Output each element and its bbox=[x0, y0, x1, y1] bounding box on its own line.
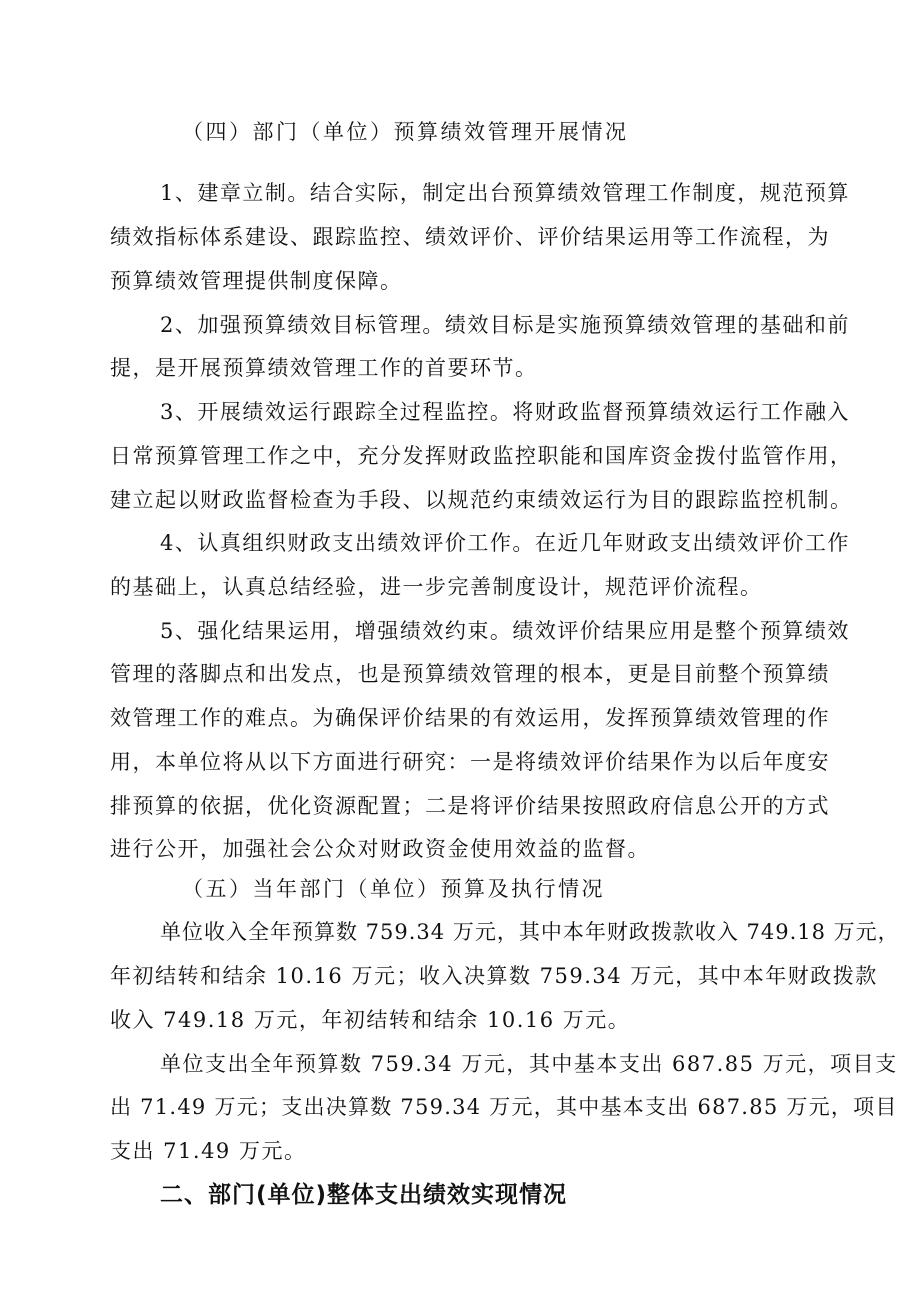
paragraph-line: 预算绩效管理提供制度保障。 bbox=[110, 269, 403, 293]
paragraph-line: 排预算的依据，优化资源配置；二是将评价结果按照政府信息公开的方式 bbox=[110, 794, 830, 818]
paragraph-line: 用，本单位将从以下方面进行研究：一是将绩效评价结果作为以后年度安 bbox=[110, 750, 830, 774]
paragraph-line: 的基础上，认真总结经验，进一步完善制度设计，规范评价流程。 bbox=[110, 575, 763, 599]
paragraph-line: 日常预算管理工作之中，充分发挥财政监控职能和国库资金拨付监管作用， bbox=[110, 444, 853, 468]
paragraph-line: 提，是开展预算绩效管理工作的首要环节。 bbox=[110, 356, 538, 380]
section-heading-4: （四）部门（单位）预算绩效管理开展情况 bbox=[182, 120, 629, 144]
paragraph-line: 年初结转和结余 10.16 万元；收入决算数 759.34 万元，其中本年财政拨款 bbox=[110, 964, 878, 988]
paragraph-line: 1、建章立制。结合实际，制定出台预算绩效管理工作制度，规范预算 bbox=[160, 181, 850, 205]
paragraph-line: 管理的落脚点和出发点，也是预算绩效管理的根本，更是目前整个预算绩 bbox=[110, 662, 830, 686]
paragraph-line: 单位收入全年预算数 759.34 万元，其中本年财政拨款收入 749.18 万元， bbox=[160, 920, 900, 944]
paragraph-line: 效管理工作的难点。为确保评价结果的有效运用，发挥预算绩效管理的作 bbox=[110, 706, 830, 730]
paragraph-line: 3、开展绩效运行跟踪全过程监控。将财政监督预算绩效运行工作融入 bbox=[160, 400, 850, 424]
paragraph-line: 建立起以财政监督检查为手段、以规范约束绩效运行为目的跟踪监控机制。 bbox=[110, 488, 853, 512]
paragraph-line: 2、加强预算绩效目标管理。绩效目标是实施预算绩效管理的基础和前 bbox=[160, 313, 850, 337]
paragraph-line: 绩效指标体系建设、跟踪监控、绩效评价、评价结果运用等工作流程，为 bbox=[110, 225, 830, 249]
paragraph-line: 4、认真组织财政支出绩效评价工作。在近几年财政支出绩效评价工作 bbox=[160, 531, 850, 555]
paragraph-line: 进行公开，加强社会公众对财政资金使用效益的监督。 bbox=[110, 837, 650, 861]
paragraph-line: 支出 71.49 万元。 bbox=[110, 1139, 307, 1163]
paragraph-line: 单位支出全年预算数 759.34 万元，其中基本支出 687.85 万元，项目支 bbox=[160, 1052, 898, 1076]
section-heading-two: 二、部门(单位)整体支出绩效实现情况 bbox=[160, 1182, 568, 1208]
paragraph-line: 5、强化结果运用，增强绩效约束。绩效评价结果应用是整个预算绩效 bbox=[160, 619, 850, 643]
section-heading-5: （五）当年部门（单位）预算及执行情况 bbox=[182, 877, 605, 901]
paragraph-line: 收入 749.18 万元，年初结转和结余 10.16 万元。 bbox=[110, 1008, 631, 1032]
paragraph-line: 出 71.49 万元；支出决算数 759.34 万元，其中基本支出 687.85 万元，项目 bbox=[110, 1095, 898, 1119]
